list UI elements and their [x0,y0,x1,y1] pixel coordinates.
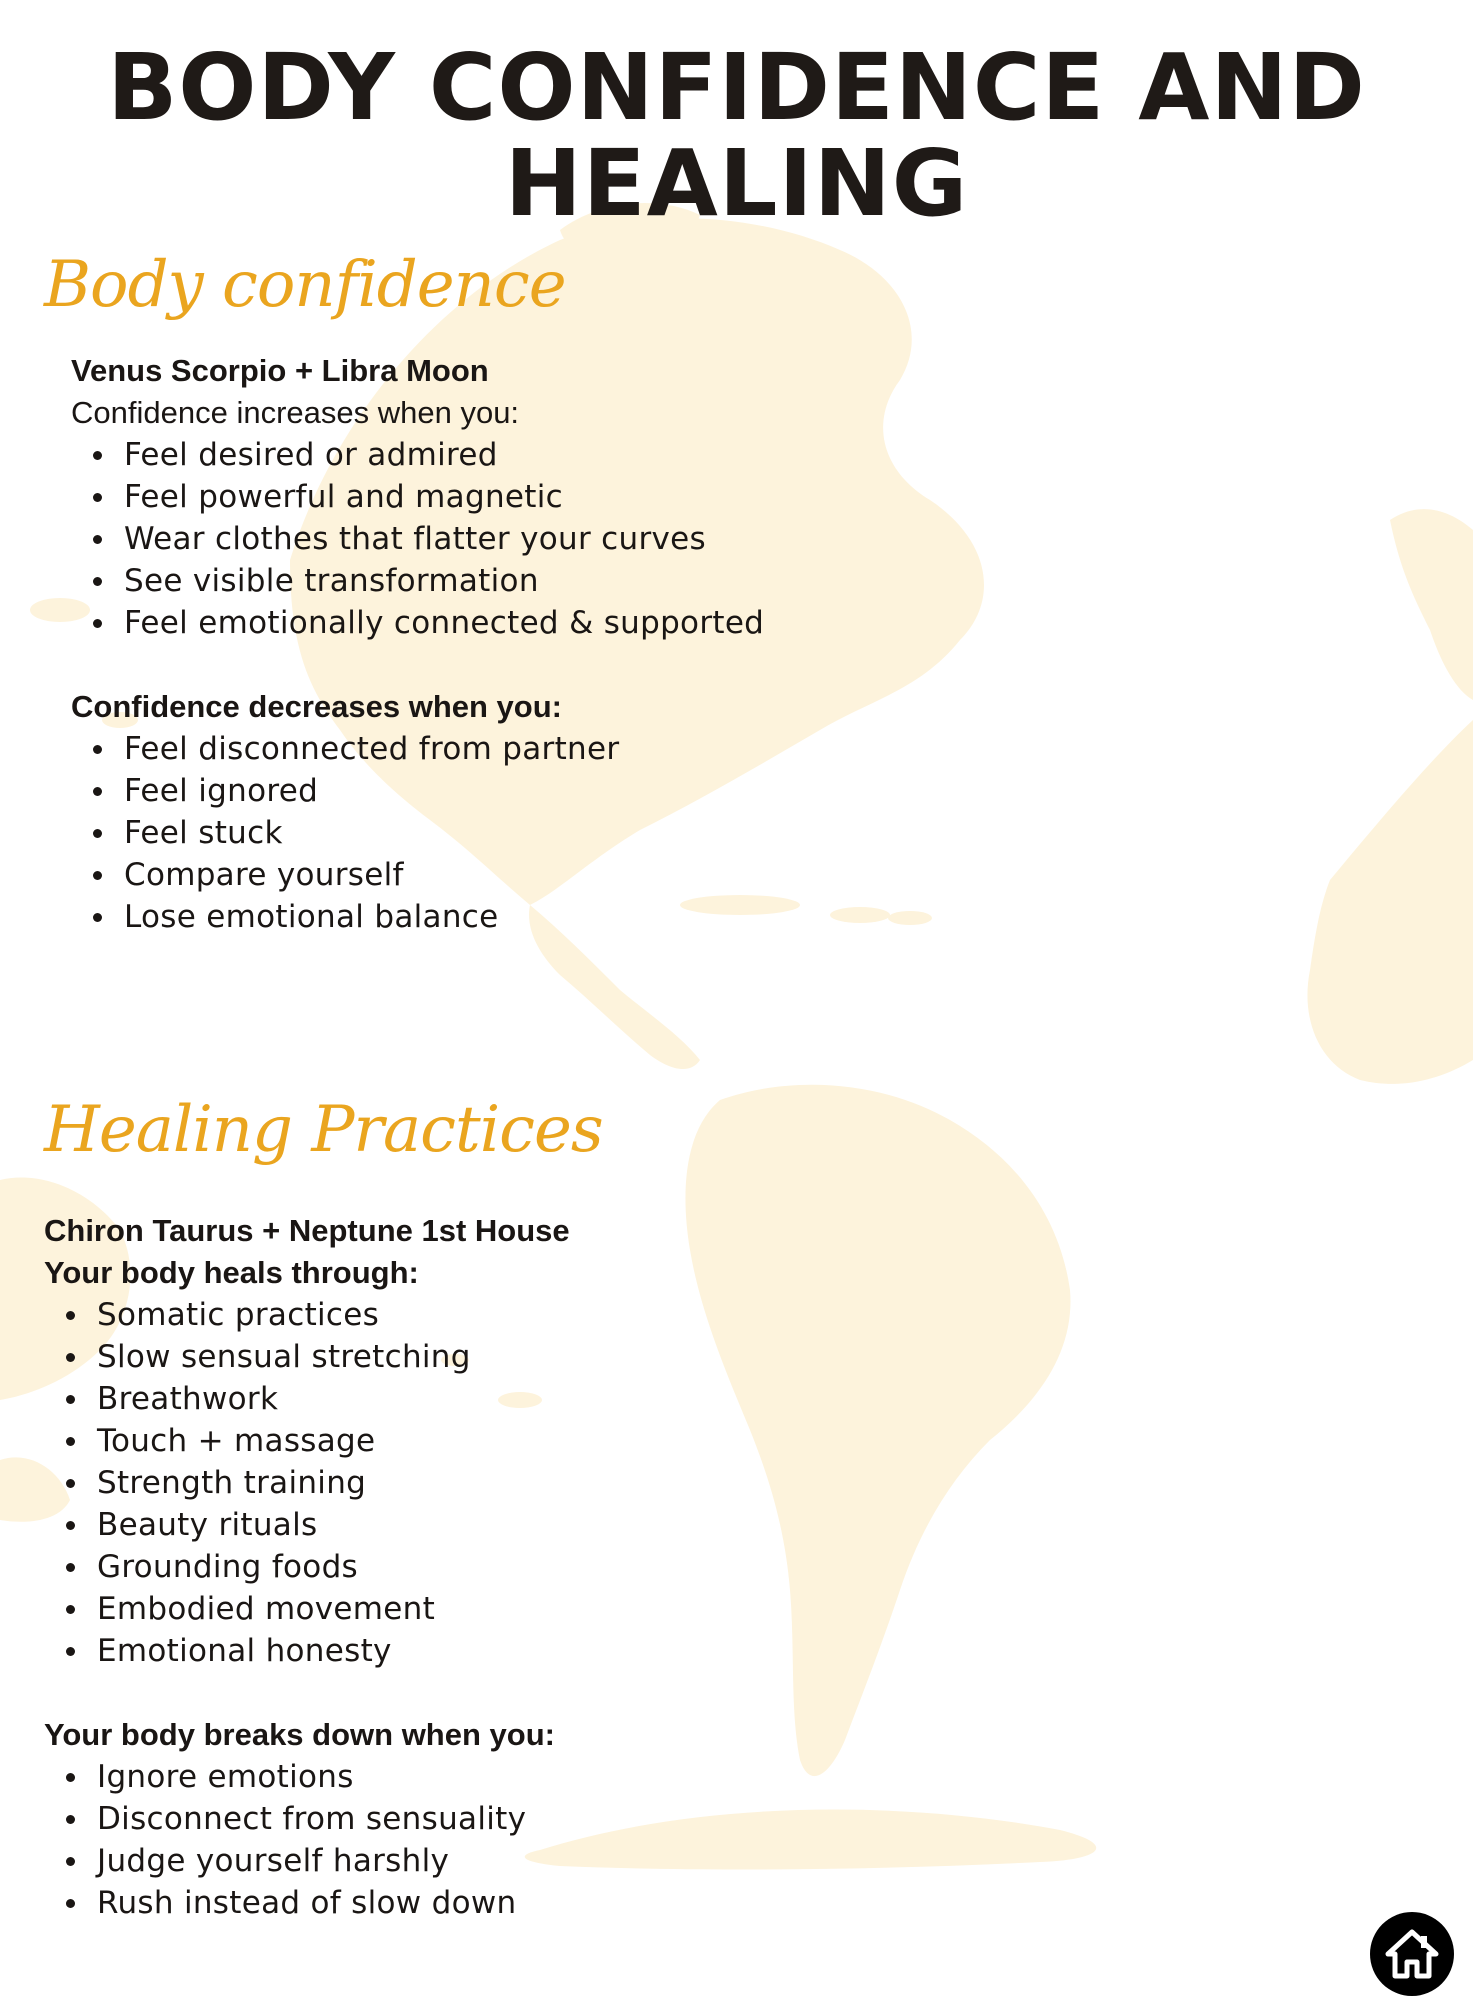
healing-practices-section [44,1210,944,1924]
list-item: Touch + massage [44,1420,944,1462]
body-confidence-section [71,350,971,938]
page-title [0,34,1473,237]
body-confidence-subheading: Venus Scorpio + Libra Moon [71,353,489,388]
list-item: Feel stuck [71,812,971,854]
confidence-decreases-intro: Confidence decreases when you: [71,689,562,724]
list-item: Feel emotionally connected & supported [71,602,971,644]
list-item: Grounding foods [44,1546,944,1588]
list-item: Emotional honesty [44,1630,944,1672]
healing-practices-subheading: Chiron Taurus + Neptune 1st House [44,1213,570,1248]
confidence-decreases-list [71,728,971,938]
confidence-increases-list [71,434,971,644]
list-item: Feel ignored [71,770,971,812]
list-item: Strength training [44,1462,944,1504]
confidence-increases-intro: Confidence increases when you: [71,395,520,430]
list-item: Rush instead of slow down [44,1882,944,1924]
list-item: Slow sensual stretching [44,1336,944,1378]
list-item: Lose emotional balance [71,896,971,938]
home-button[interactable] [1370,1912,1454,1996]
list-item: See visible transformation [71,560,971,602]
list-item: Somatic practices [44,1294,944,1336]
body-heals-intro: Your body heals through: [44,1255,419,1290]
page-title-line1: BODY CONFIDENCE AND [107,34,1366,141]
body-breaks-down-intro: Your body breaks down when you: [44,1717,555,1752]
list-item: Compare yourself [71,854,971,896]
home-icon [1384,1928,1440,1980]
list-item: Judge yourself harshly [44,1840,944,1882]
list-item: Breathwork [44,1378,944,1420]
list-item: Feel desired or admired [71,434,971,476]
healing-practices-heading: Healing Practices [44,1093,603,1167]
list-item: Beauty rituals [44,1504,944,1546]
list-item: Wear clothes that flatter your curves [71,518,971,560]
list-item: Feel powerful and magnetic [71,476,971,518]
page-title-line2: HEALING [504,130,969,237]
list-item: Embodied movement [44,1588,944,1630]
body-confidence-heading: Body confidence [44,248,566,322]
list-item: Ignore emotions [44,1756,944,1798]
list-item: Feel disconnected from partner [71,728,971,770]
list-item: Disconnect from sensuality [44,1798,944,1840]
body-heals-list [44,1294,944,1672]
body-breaks-down-list [44,1756,944,1924]
